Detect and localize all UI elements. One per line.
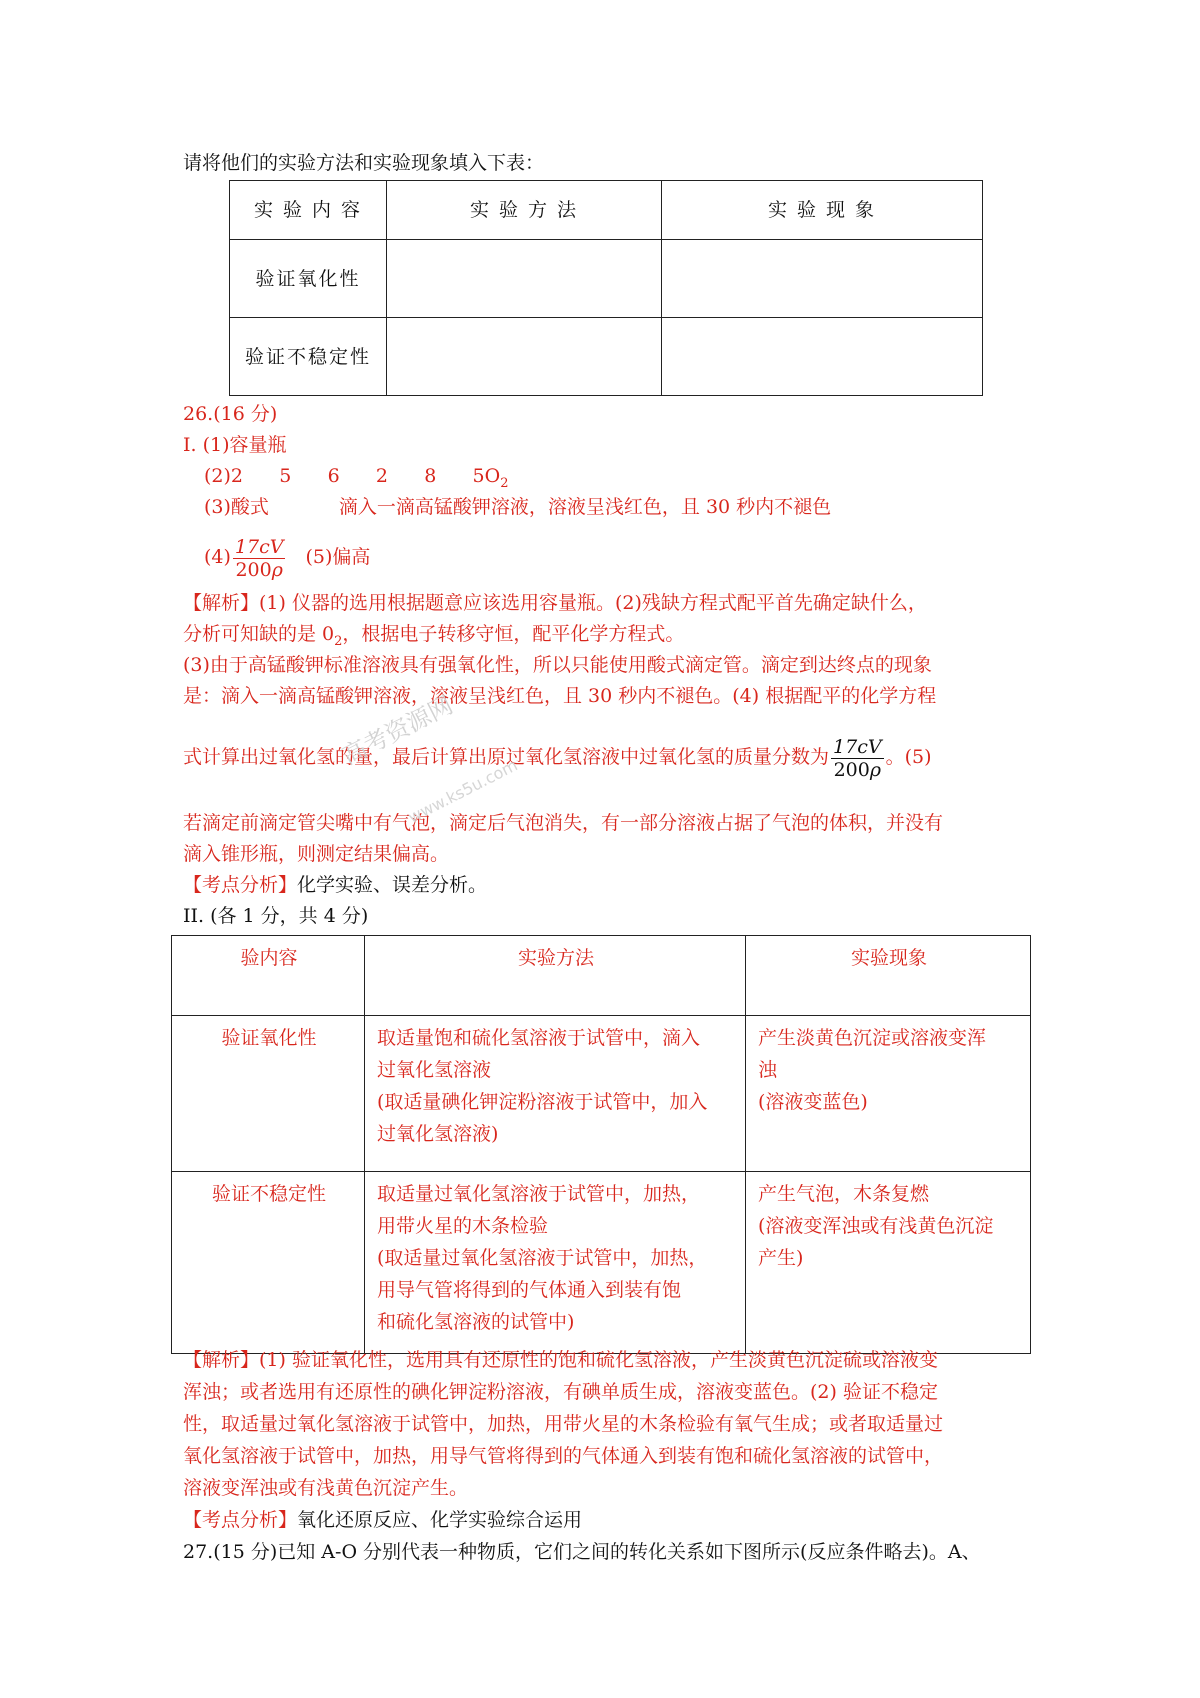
q26-answer-4-5: (4) $\frac{17cV}{200\rho}$ (5)偏高 <box>204 535 371 581</box>
t1-row-instability: 验证不稳定性 <box>230 318 387 396</box>
answer-table <box>171 935 1031 1354</box>
t2-row1-method: 取适量饱和硫化氢溶液于试管中，滴入 过氧化氢溶液 (取适量碘化钾淀粉溶液于试管中，加入 过氧化氢溶液) <box>365 1016 746 1172</box>
t1-blank-cell <box>662 318 983 396</box>
watermark-url: www.ks5u.com <box>405 755 521 827</box>
q26-analysis-line-1: 【解析】(1) 仪器的选用根据题意应该选用容量瓶。(2)残缺方程式配平首先确定缺什么， <box>183 592 927 614</box>
t2-header-phenomenon: 实验现象 <box>746 936 1031 1016</box>
t2-row1-label: 验证氧化性 <box>172 1016 365 1172</box>
t1-header-phenomenon: 实 验 现 象 <box>662 181 983 240</box>
t2-header-content: 验内容 <box>172 936 365 1016</box>
q26-analysis-line-3: (3)由于高锰酸钾标准溶液具有强氧化性，所以只能使用酸式滴定管。滴定到达终点的现象 <box>183 654 932 676</box>
q26-answer-1: I. (1)容量瓶 <box>183 434 287 456</box>
t1-blank-cell <box>662 240 983 318</box>
q26-ii-analysis-line-1: 【解析】(1) 验证氧化性，选用具有还原性的饱和硫化氢溶液，产生淡黄色沉淀硫或溶液变 <box>183 1349 938 1371</box>
t1-blank-cell <box>387 318 662 396</box>
q26-heading: 26.(16 分) <box>183 403 278 425</box>
intro-line: 请将他们的实验方法和实验现象填入下表： <box>183 152 545 174</box>
mass-fraction-formula-inline: $\frac{17cV}{200\rho}$ <box>833 735 882 781</box>
t2-row2-label: 验证不稳定性 <box>172 1172 365 1354</box>
q26-ii-heading: II. (各 1 分，共 4 分) <box>183 905 369 927</box>
q27-intro: 27.(15 分)已知 A-O 分别代表一种物质，它们之间的转化关系如下图所示(反应条件略去)。A、 <box>183 1541 981 1563</box>
q26-analysis-line-2: 分析可知缺的是 $0_2$，根据电子转移守恒，配平化学方程式。 <box>183 623 685 649</box>
t2-row2-method: 取适量过氧化氢溶液于试管中，加热， 用带火星的木条检验 (取适量过氧化氢溶液于试管中，加热， 用导气管将得到的气体通入到装有饱 和硫化氢溶液的试管中) <box>365 1172 746 1354</box>
q26-key-points: 【考点分析】化学实验、误差分析。 <box>183 874 488 896</box>
mass-fraction-formula: $\frac{17cV}{200\rho}$ <box>234 535 284 581</box>
t2-header-method: 实验方法 <box>365 936 746 1016</box>
q26-ii-analysis-line-4: 氧化氢溶液于试管中，加热，用导气管将得到的气体通入到装有饱和硫化氢溶液的试管中， <box>183 1445 944 1467</box>
answer-blank-table <box>229 180 983 396</box>
t1-header-content: 实 验 内 容 <box>230 181 387 240</box>
t1-row-oxidation: 验证氧化性 <box>230 240 387 318</box>
watermark-text: 高考资源网 <box>337 690 458 771</box>
q26-analysis-line-7: 滴入锥形瓶，则测定结果偏高。 <box>183 843 450 865</box>
t2-row1-phenomenon: 产生淡黄色沉淀或溶液变浑 浊 (溶液变蓝色) <box>746 1016 1031 1172</box>
q26-ii-analysis-line-2: 浑浊；或者选用有还原性的碘化钾淀粉溶液，有碘单质生成，溶液变蓝色。(2) 验证不稳定 <box>183 1381 938 1403</box>
q26-analysis-line-6: 若滴定前滴定管尖嘴中有气泡，滴定后气泡消失，有一部分溶液占据了气泡的体积，并没有 <box>183 812 944 834</box>
q26-analysis-line-4: 是：滴入一滴高锰酸钾溶液，溶液呈浅红色，且 30 秒内不褪色。(4) 根据配平的化学方程 <box>183 685 937 707</box>
q26-ii-analysis-line-5: 溶液变浑浊或有浅黄色沉淀产生。 <box>183 1477 469 1499</box>
q26-analysis-line-5: 式计算出过氧化氢的量，最后计算出原过氧化氢溶液中过氧化氢的质量分数为 $\frac{17cV}{200\rho}$ 。(5) <box>183 735 932 781</box>
t1-blank-cell <box>387 240 662 318</box>
q26-answer-2: (2)2 5 6 2 8 $5O_2$ <box>204 465 509 491</box>
q26-ii-key-points: 【考点分析】氧化还原反应、化学实验综合运用 <box>183 1509 583 1531</box>
t1-header-method: 实 验 方 法 <box>387 181 662 240</box>
t2-row2-phenomenon: 产生气泡，木条复燃 (溶液变浑浊或有浅黄色沉淀 产生) <box>746 1172 1031 1354</box>
q26-answer-3: (3)酸式 滴入一滴高锰酸钾溶液，溶液呈浅红色，且 30 秒内不褪色 <box>204 496 832 518</box>
q26-ii-analysis-line-3: 性，取适量过氧化氢溶液于试管中，加热，用带火星的木条检验有氧气生成；或者取适量过 <box>183 1413 944 1435</box>
